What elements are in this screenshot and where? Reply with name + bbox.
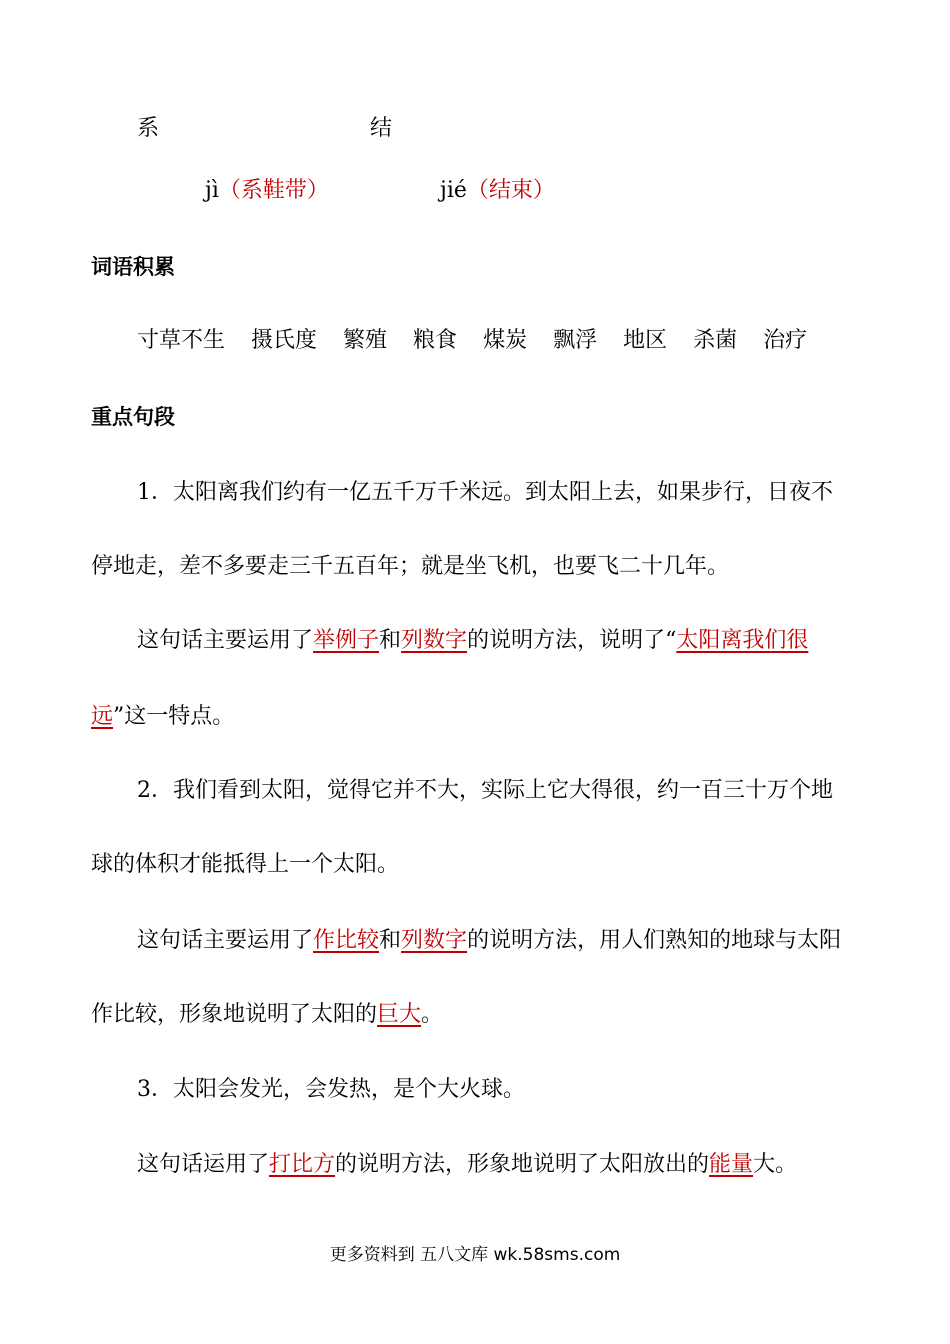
text: 的说明方法，说明了“ <box>467 628 677 653</box>
vocab-word: 摄氏度 <box>251 328 318 353</box>
answer-blank: 远 <box>91 704 114 729</box>
vocab-heading: 词语积累 <box>91 255 175 279</box>
example-word: 系鞋带 <box>240 178 307 203</box>
paren-close: ） <box>306 178 329 203</box>
vocab-word: 煤炭 <box>483 328 528 353</box>
text: 。 <box>421 1002 444 1027</box>
paren-open: （ <box>218 178 241 203</box>
vocab-word: 治疗 <box>763 328 808 353</box>
answer-blank: 能量 <box>709 1152 754 1177</box>
vocab-word: 杀菌 <box>693 328 738 353</box>
sentence-2-line-2: 球的体积才能抵得上一个太阳。 <box>91 852 400 877</box>
sentence-1-line-2: 停地走，差不多要走三千五百年；就是坐飞机，也要飞二十几年。 <box>91 554 730 579</box>
text: 作比较，形象地说明了太阳的 <box>91 1002 378 1027</box>
sentence-2-line-1: 2．我们看到太阳，觉得它并不大，实际上它大得很，约一百三十万个地 <box>137 778 833 803</box>
poly-char-xi: 系 <box>137 116 160 141</box>
key-heading: 重点句段 <box>91 405 175 429</box>
text: 这句话运用了 <box>137 1152 270 1177</box>
analysis-2-line-1 <box>137 926 841 956</box>
vocab-word: 粮食 <box>413 328 458 353</box>
vocab-word: 飘浮 <box>553 328 598 353</box>
pinyin: jì <box>205 178 219 203</box>
paren-open: （ <box>466 178 489 203</box>
vocab-word: 繁殖 <box>343 328 388 353</box>
poly-char-jie: 结 <box>370 116 393 141</box>
text: 的说明方法，用人们熟知的地球与太阳 <box>467 928 842 953</box>
answer-blank: 作比较 <box>313 928 380 953</box>
paren-close: ） <box>532 178 555 203</box>
analysis-3-line-1 <box>137 1150 797 1180</box>
text: 大。 <box>753 1152 798 1177</box>
sentence-3-line-1: 3．太阳会发光，会发热，是个大火球。 <box>137 1077 525 1102</box>
text: 的说明方法，形象地说明了太阳放出的 <box>335 1152 710 1177</box>
text: 和 <box>379 928 402 953</box>
poly-reading-jie <box>440 176 555 206</box>
answer-blank: 太阳离我们很 <box>676 628 809 653</box>
analysis-1-line-1 <box>137 626 808 656</box>
analysis-2-line-2 <box>91 1000 443 1030</box>
text: 这句话主要运用了 <box>137 628 314 653</box>
example-word: 结束 <box>488 178 533 203</box>
vocab-word: 寸草不生 <box>137 328 226 353</box>
answer-blank: 打比方 <box>269 1152 336 1177</box>
analysis-1-line-2 <box>91 702 234 732</box>
answer-blank: 举例子 <box>313 628 380 653</box>
vocab-list <box>137 326 807 356</box>
text: 这句话主要运用了 <box>137 928 314 953</box>
text: ”这一特点。 <box>113 704 235 729</box>
pinyin: jié <box>440 178 467 203</box>
footer-link[interactable]: 更多资料到 五八文库 wk.58sms.com <box>329 1245 621 1265</box>
answer-blank: 巨大 <box>377 1002 422 1027</box>
vocab-word: 地区 <box>623 328 668 353</box>
answer-blank: 列数字 <box>401 628 468 653</box>
answer-blank: 列数字 <box>401 928 468 953</box>
sentence-1-line-1: 1．太阳离我们约有一亿五千万千米远。到太阳上去，如果步行，日夜不 <box>137 480 833 505</box>
poly-reading-ji <box>205 176 329 206</box>
text: 和 <box>379 628 402 653</box>
